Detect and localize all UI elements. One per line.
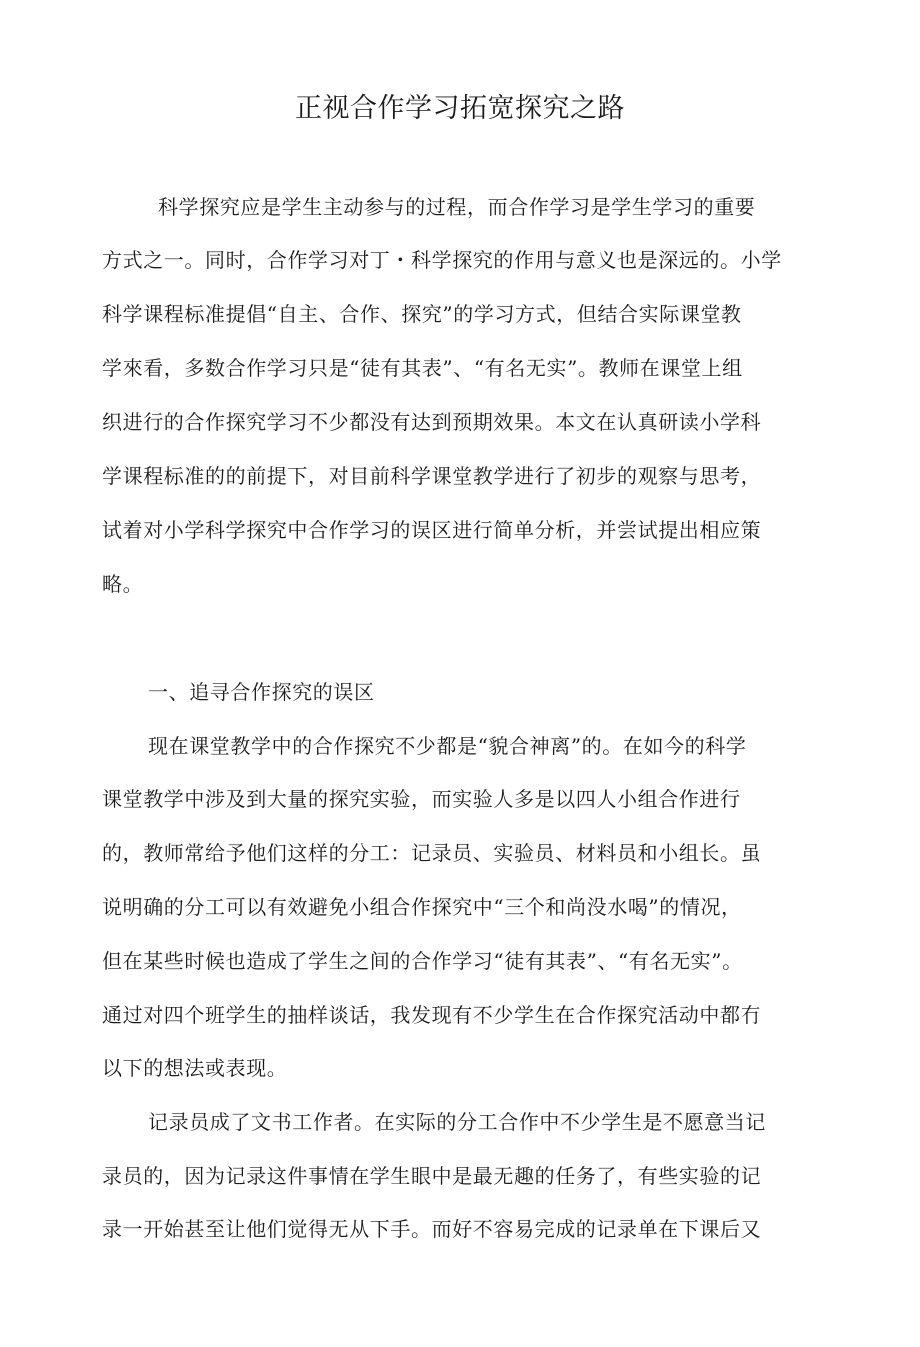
intro-line: 织进行的合作探究学习不少都没有达到预期效果。本文在认真研读小学科 — [102, 410, 762, 434]
paragraph-line: 现在课堂教学中的合作探究不少都是“貌合神离”的。在如今的科学 — [148, 734, 747, 758]
intro-line: 方式之一。同时，合作学习对丁・科学探究的作用与意义也是深远的。小学 — [102, 248, 782, 272]
paragraph-line: 通过对四个班学生的抽样谈话，我发现有不少学生在合作探究活动中都冇 — [102, 1003, 762, 1027]
paragraph-line: 说明确的分工可以有效避免小组合作探究中“三个和尚没水喝”的情况， — [102, 895, 742, 919]
paragraph-line: 记录员成了文书工作者。在实际的分工合作中不少学生是不愿意当记 — [148, 1110, 766, 1134]
paragraph-line: 但在某些时候也造成了学生之间的合作学习“徒有其表”、“有名无实”。 — [102, 949, 743, 973]
paragraph-line: 录员的，因为记录这件事情在学生眼中是最无趣的任务了，有些实验的记 — [102, 1164, 762, 1188]
intro-line: 科学探究应是学生主动参与的过程，而合作学习是学生学习的重要 — [158, 195, 756, 219]
document-title: 正视合作学习拓宽探究之路 — [295, 93, 625, 124]
intro-line: 学來看，多数合作学习只是“徒有其表”、“有名无实”。教师在课堂上组 — [102, 356, 743, 380]
paragraph-line: 的，教师常给予他们这样的分工：记录员、实验员、材料员和小组长。虽 — [102, 841, 762, 865]
paragraph-line: 以下的想法或表现。 — [102, 1056, 288, 1080]
paragraph-line: 录一开始甚至让他们觉得无从下手。而好不容易完成的记录单在下课后又 — [102, 1217, 762, 1241]
intro-line: 科学课程标准提倡“自主、合作、探究”的学习方式，但结合实际课堂教 — [102, 302, 742, 326]
intro-line: 学课程标准的的前提下，对目前科学课堂教学进行了初步的观察与思考， — [102, 464, 762, 488]
paragraph-line: 课堂教学中涉及到大量的探究实验，而实验人多是以四人小组合作进行 — [102, 787, 741, 811]
section-heading: 一、追寻合作探究的误区 — [148, 680, 375, 704]
intro-line: 略。 — [102, 572, 144, 596]
intro-line: 试着对小学科学探究中合作学习的误区进行简单分析，并尝试提出相应策 — [102, 518, 762, 542]
